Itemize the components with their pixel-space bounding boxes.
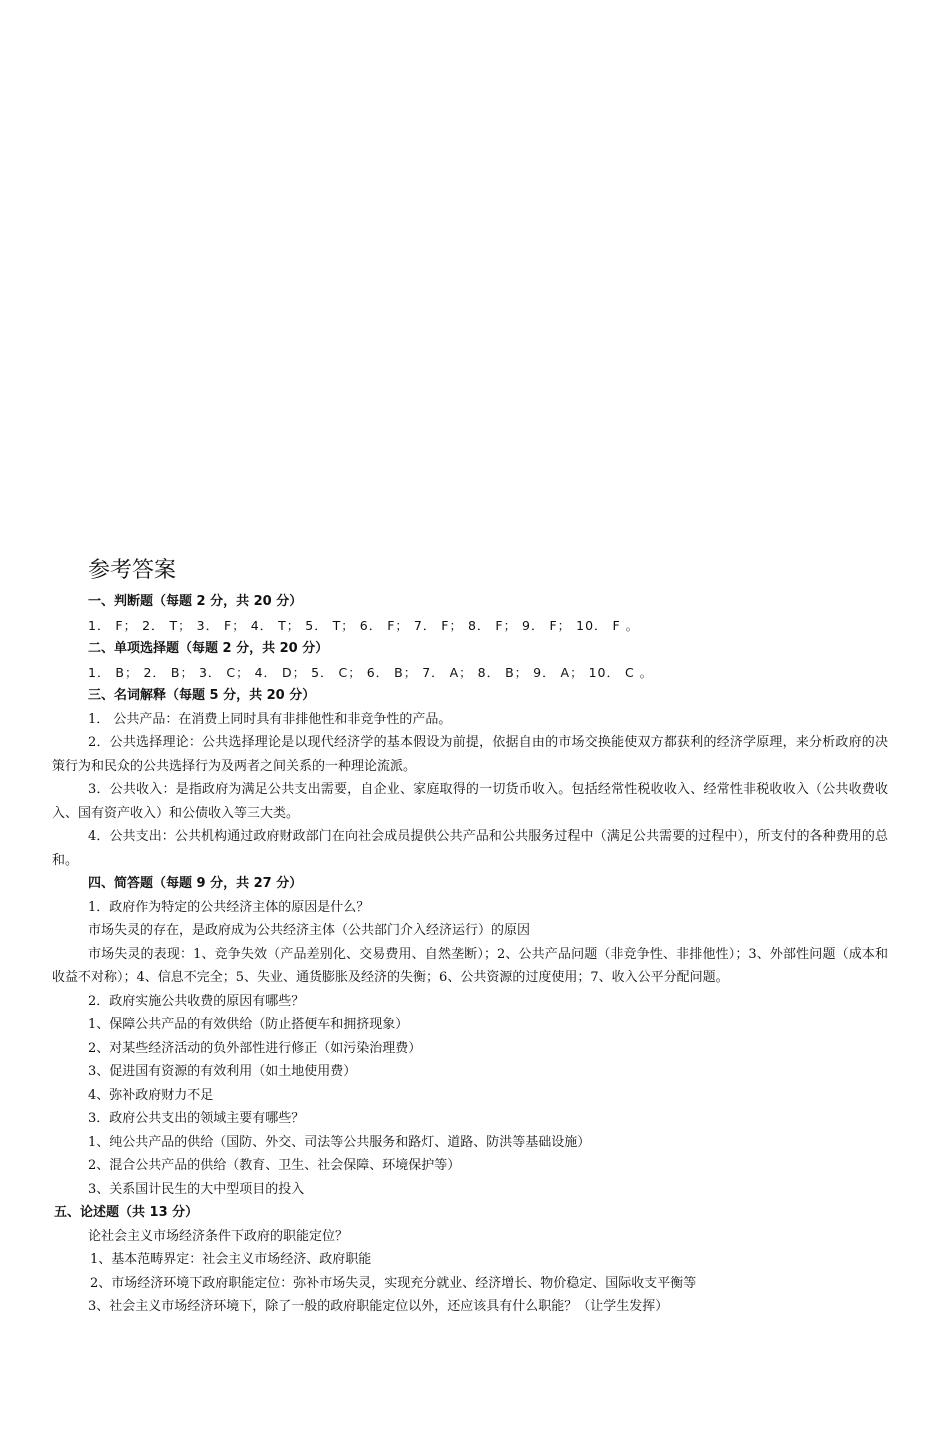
document-title: 参考答案 [88, 558, 177, 583]
single-choice-answers: 1． B； 2． B； 3． C； 4． D； 5． C； 6． B； 7． A； 8． B； 9． A； 10． C 。 [88, 664, 654, 680]
essay-point-3: 3、社会主义市场经济环境下，除了一般的政府职能定位以外，还应该具有什么职能？（让学生发挥） [88, 1299, 669, 1314]
short-answer-1-manifestations: 市场失灵的表现：1、竞争失效（产品差别化、交易费用、自然垄断）；2、公共产品问题（非竞争性、非排他性）；3、外部性问题（成本和收益不对称）；4、信息不完全；5、失业、通货膨胀及经济的失衡；6、公共资源的过度使用；7、收入公平分配问题。 [52, 946, 888, 985]
section-heading-single-choice: 二、单项选择题（每题 2 分，共 20 分） [88, 641, 329, 656]
short-answer-question-2: 2．政府实施公共收费的原因有哪些？ [88, 993, 305, 1009]
short-answer-2-item: 1、保障公共产品的有效供给（防止搭便车和拥挤现象） [88, 1017, 409, 1032]
term-definition-public-revenue: 3．公共收入：是指政府为满足公共支出需要，自企业、家庭取得的一切货币收入。包括经常性税收收入、经常性非税收收入（公共收费收入、国有资产收入）和公债收入等三大类。 [52, 782, 888, 821]
answer-key [52, 556, 888, 1319]
section-heading-essay: 五、论述题（共 13 分） [54, 1205, 199, 1220]
essay-point-2: 2、市场经济环境下政府职能定位：弥补市场失灵，实现充分就业、经济增长、物价稳定、国际收支平衡等 [90, 1275, 697, 1291]
short-answer-question-3: 3．政府公共支出的领域主要有哪些？ [88, 1111, 305, 1126]
short-answer-2-item: 3、促进国有资源的有效利用（如土地使用费） [88, 1064, 357, 1079]
true-false-answers: 1． F； 2． T； 3． F； 4． T； 5． T； 6． F； 7． F； 8． F； 9． F； 10． F 。 [88, 617, 640, 633]
short-answer-3-item: 1、纯公共产品的供给（国防、外交、司法等公共服务和路灯、道路、防洪等基础设施） [88, 1134, 591, 1150]
term-definition-public-choice: 2．公共选择理论：公共选择理论是以现代经济学的基本假设为前提，依据自由的市场交换能使双方都获利的经济学原理，来分析政府的决策行为和民众的公共选择行为及两者之间关系的一种理论流派。 [52, 735, 888, 774]
section-heading-term-definitions: 三、名词解释（每题 5 分，共 20 分） [88, 688, 316, 703]
section-heading-true-false: 一、判断题（每题 2 分，共 20 分） [88, 594, 303, 609]
section-heading-short-answer: 四、简答题（每题 9 分，共 27 分） [88, 876, 303, 891]
term-definition-public-expenditure: 4．公共支出：公共机构通过政府财政部门在向社会成员提供公共产品和公共服务过程中（满足公共需要的过程中），所支付的各种费用的总和。 [52, 829, 888, 868]
essay-question: 论社会主义市场经济条件下政府的职能定位？ [88, 1228, 349, 1244]
short-answer-1-reason: 市场失灵的存在，是政府成为公共经济主体（公共部门介入经济运行）的原因 [88, 923, 531, 938]
short-answer-3-item: 2、混合公共产品的供给（教育、卫生、社会保障、环境保护等） [88, 1158, 461, 1173]
term-definition-public-goods: 1． 公共产品：在消费上同时具有非排他性和非竞争性的产品。 [88, 711, 452, 727]
short-answer-2-item: 2、对某些经济活动的负外部性进行修正（如污染治理费） [88, 1040, 422, 1056]
short-answer-question-1: 1．政府作为特定的公共经济主体的原因是什么？ [88, 899, 370, 915]
short-answer-2-item: 4、弥补政府财力不足 [88, 1087, 214, 1103]
essay-point-1: 1、基本范畴界定：社会主义市场经济、政府职能 [90, 1252, 372, 1267]
short-answer-3-item: 3、关系国计民生的大中型项目的投入 [88, 1181, 305, 1197]
